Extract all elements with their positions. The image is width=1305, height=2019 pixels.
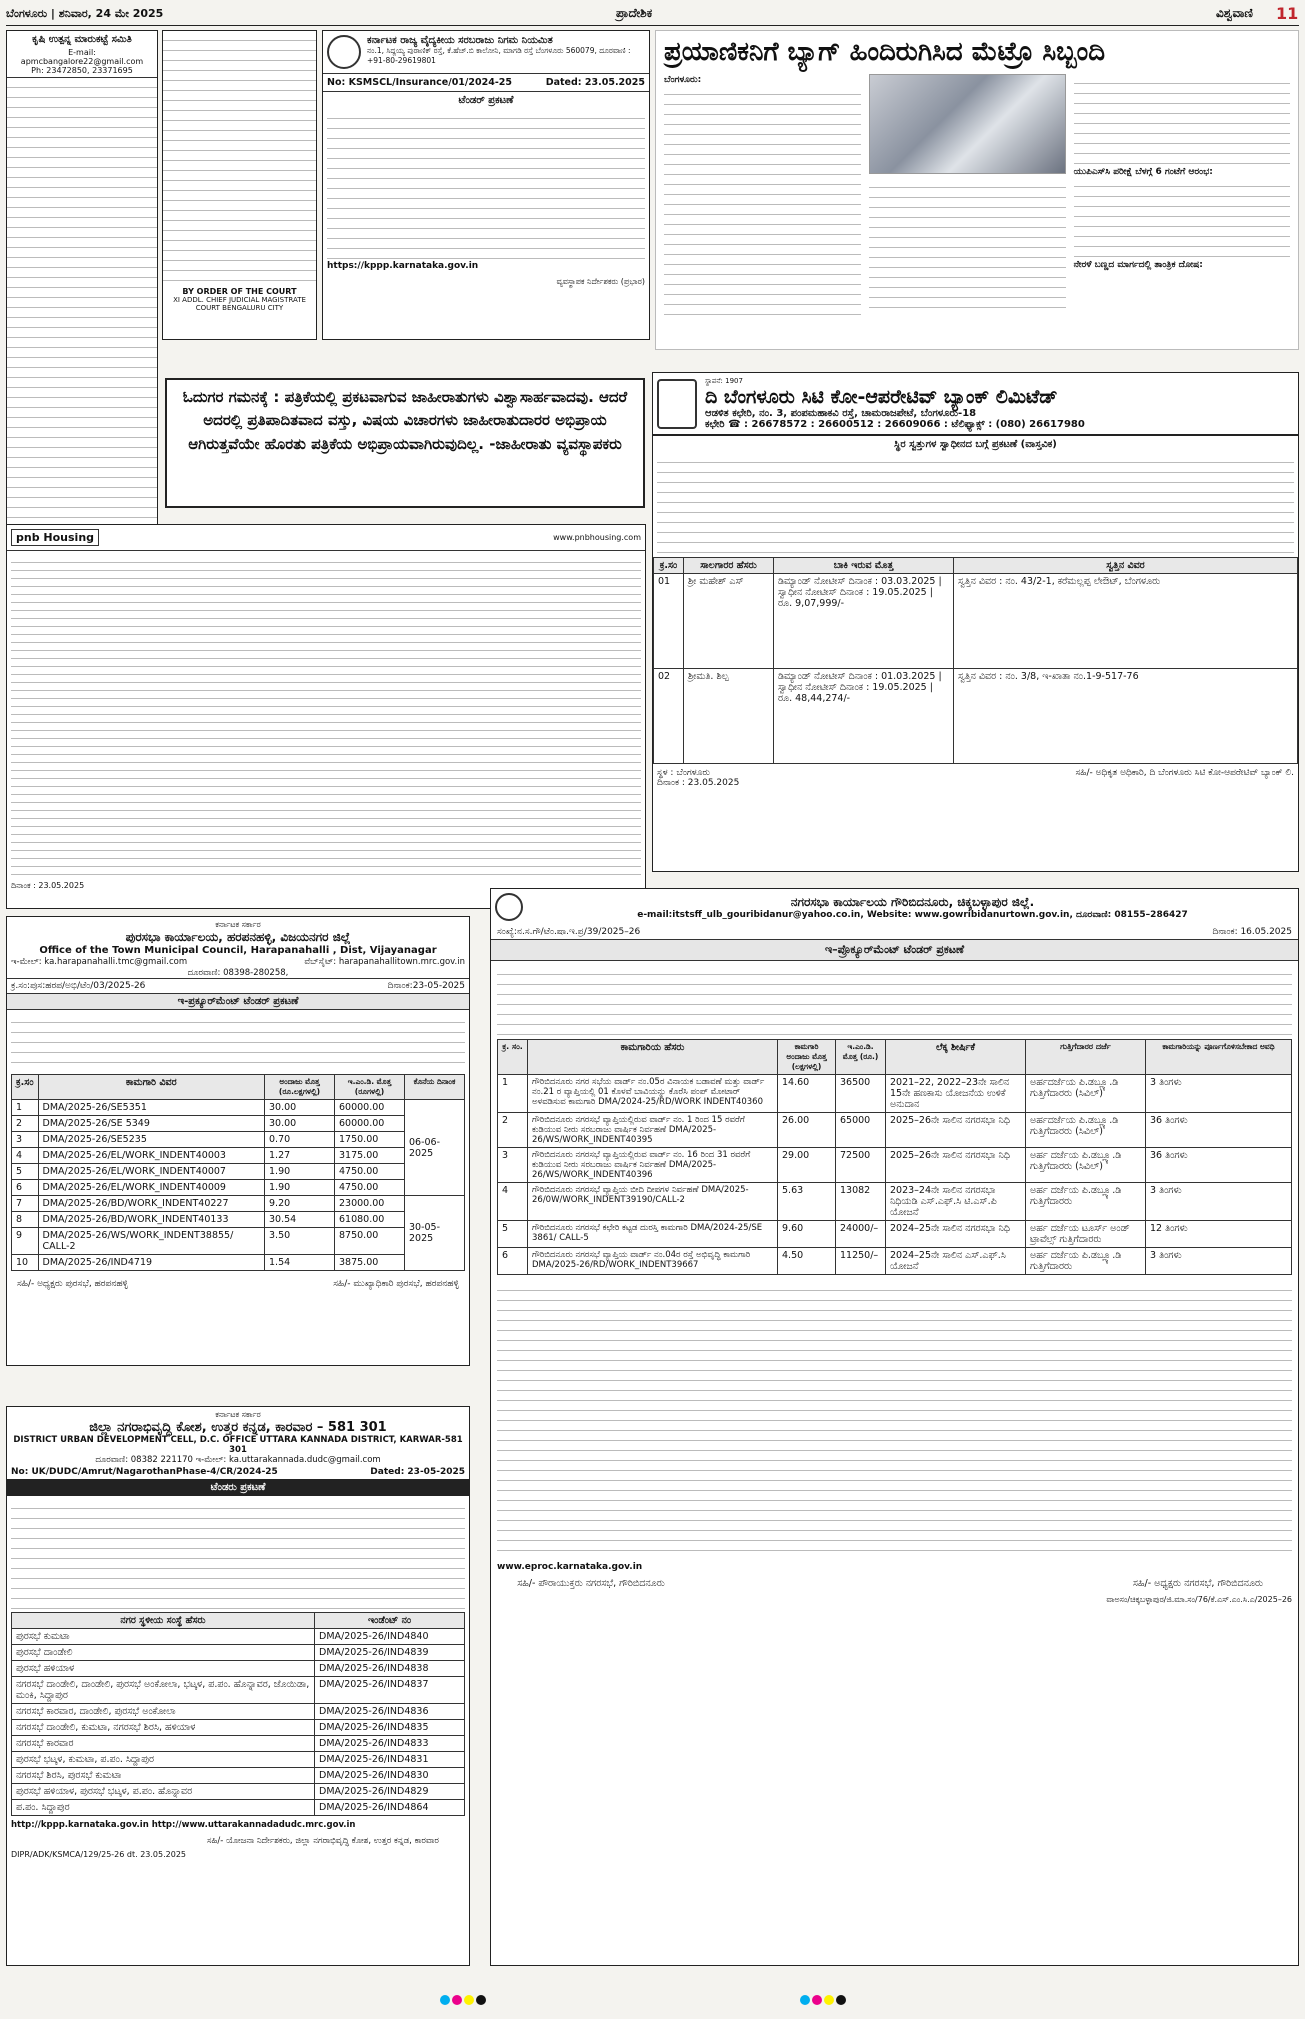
- gb-cell-est: 4.50: [778, 1248, 836, 1275]
- karwar-gov: ಕರ್ನಾಟಕ ಸರ್ಕಾರ: [215, 1410, 261, 1419]
- kw-cell-ulb: ಪುರಸಭೆ ಹಳಿಯಾಳ: [12, 1661, 315, 1677]
- bank-row-no: 02: [654, 669, 684, 764]
- hp-cell-emd: 3875.00: [335, 1255, 405, 1271]
- hp-cell-est: 9.20: [265, 1196, 335, 1212]
- table-row: [12, 1100, 465, 1116]
- bank-col-prop: ಸ್ವತ್ತಿನ ವಿವರ: [954, 558, 1298, 574]
- ksmscl-org: ಕರ್ನಾಟಕ ರಾಜ್ಯ ವೈದ್ಯಕೀಯ ಸರಬರಾಜು ನಿಗಮ ನಿಯಮಿತ: [367, 35, 553, 46]
- readers-notice-text: ಓದುಗರ ಗಮನಕ್ಕೆ : ಪತ್ರಿಕೆಯಲ್ಲಿ ಪ್ರಕಟವಾಗುವ ಜಾಹೀರಾತುಗಳು ವಿಶ್ವಾಸಾರ್ಹವಾದವು. ಆದರೆ ಅದರಲ್ಲಿ ಪ್ರತಿಪಾದಿತವಾದ ವಸ್ತು, ವಿಷಯ ವಿಚಾರಗಳು ಜಾಹೀರಾತುದಾರರ ಅಭಿಪ್ರಾಯ ಆಗಿರುತ್ತವೆಯೇ ಹೊರತು ಪತ್ರಿಕೆಯ ಅಭಿಪ್ರಾಯವಾಗಿರುವುದಿಲ್ಲ. -ಜಾಹೀರಾತು ವ್ಯವಸ್ಥಾಪಕರು: [182, 388, 628, 453]
- table-row: [12, 1661, 465, 1677]
- pnb-footer: ದಿನಾಂಕ : 23.05.2025: [11, 881, 85, 890]
- hp-cell-lastdate: 06-06-2025: [405, 1100, 465, 1196]
- metro-story: [655, 30, 1299, 350]
- gb-col-est: ಕಾಮಗಾರಿ ಅಂದಾಜು ಮೊತ್ತ (ಲಕ್ಷಗಳಲ್ಲಿ): [778, 1040, 836, 1075]
- bank-phone: ಕಛೇರಿ ☎ : 26678572 : 26600512 : 26609066 : ಟೆಲಿಫ್ಯಾಕ್ಸ್ : (080) 26617980: [705, 419, 1085, 430]
- hp-cell-no: 5: [12, 1164, 39, 1180]
- gb-cell-period: 3 ತಿಂಗಳು: [1146, 1183, 1292, 1221]
- masthead-section: ಪ್ರಾದೇಶಿಕ: [616, 6, 653, 20]
- table-row: [12, 1645, 465, 1661]
- apmc-notice: [6, 30, 158, 530]
- harapanahalli-table: [11, 1074, 465, 1271]
- table-row: [12, 1228, 465, 1255]
- gb-cell-emd: 24000/–: [836, 1221, 886, 1248]
- kw-cell-ulb: ಪುರಸಭೆ ಕುಮಟಾ: [12, 1629, 315, 1645]
- gb-cell-head: 2021–22, 2022–23ನೇ ಸಾಲಿನ 15ನೇ ಹಣಕಾಸು ಯೋಜನೆಯ ಉಳಿಕೆ ಅನುದಾನ: [886, 1075, 1026, 1113]
- bank-row-amt: ಡಿಮ್ಯಾಂಡ್ ನೋಟೀಸ್ ದಿನಾಂಕ : 01.03.2025 | ಸ್ವಾಧೀನ ನೋಟೀಸ್ ದಿನಾಂಕ : 19.05.2025 | ರೂ. 48,44,274/-: [774, 669, 954, 764]
- hp-cell-est: 1.27: [265, 1148, 335, 1164]
- kw-cell-indent: DMA/2025-26/IND4829: [315, 1784, 465, 1800]
- harapanahalli-body: [11, 1013, 465, 1071]
- table-row: [12, 1768, 465, 1784]
- bank-col-amt: ಬಾಕಿ ಇರುವ ಮೊತ್ತ: [774, 558, 954, 574]
- gb-cell-no: 5: [498, 1221, 528, 1248]
- hp-cell-work: DMA/2025-26/EL/WORK_INDENT40009: [38, 1180, 264, 1196]
- karwar-body: [11, 1499, 465, 1609]
- bank-logo-icon: [657, 379, 697, 429]
- kw-cell-ulb: ಪುರಸಭೆ ಹಳಿಯಾಳ, ಪುರಸಭೆ ಭಟ್ಕಳ, ಪ.ಪಂ. ಹೊನ್ನಾವರ: [12, 1784, 315, 1800]
- hp-cell-no: 10: [12, 1255, 39, 1271]
- table-row: [12, 1164, 465, 1180]
- table-row: [498, 1113, 1292, 1148]
- gauribidanur-sign-right: ಸಹಿ/- ಅಧ್ಯಕ್ಷರು ನಗರಸಭೆ, ಗೌರಿಬಿದನೂರು: [1132, 1578, 1264, 1589]
- kw-cell-ulb: ಪ.ಪಂ. ಸಿದ್ದಾಪುರ: [12, 1800, 315, 1816]
- hp-cell-emd: 8750.00: [335, 1228, 405, 1255]
- apmc-title: ಕೃಷಿ ಉತ್ಪನ್ನ ಮಾರುಕಟ್ಟೆ ಸಮಿತಿ: [32, 34, 132, 45]
- gauribidanur-tender: [490, 888, 1299, 1966]
- pnb-body: [11, 555, 641, 875]
- table-row: [12, 1800, 465, 1816]
- hp-cell-est: 0.70: [265, 1132, 335, 1148]
- karwar-title-en: DISTRICT URBAN DEVELOPMENT CELL, D.C. OFFICE UTTARA KANNADA DISTRICT, KARWAR-581 301: [13, 1435, 463, 1455]
- gauribidanur-ref: ಸಂಖ್ಯೆ:ನ.ಸ.ಗೌ/ಟೆಂ.ಷಾ.ಇ.ಪ್ರ/39/2025–26: [497, 927, 641, 937]
- print-registration-marks-right: [800, 1995, 848, 2008]
- kw-cell-indent: DMA/2025-26/IND4838: [315, 1661, 465, 1677]
- karwar-links[interactable]: http://kppp.karnataka.gov.in http://www.uttarakannadadudc.mrc.gov.in: [11, 1820, 356, 1830]
- harapanahalli-sign-right: ಸಹಿ/- ಮುಖ್ಯಾಧಿಕಾರಿ ಪುರಸಭೆ, ಹರಪನಹಳ್ಳಿ: [333, 1279, 459, 1289]
- hp-cell-no: 3: [12, 1132, 39, 1148]
- bank-row-prop: ಸ್ವತ್ತಿನ ವಿವರ : ನಂ. 43/2-1, ಕರೆಮಲ್ಲಪ್ಪ ಲೇಔಟ್, ಬೆಂಗಳೂರು: [954, 574, 1298, 669]
- harapanahalli-phone: ದೂರವಾಣಿ: 08398-280258,: [187, 968, 289, 978]
- bank-date: ದಿನಾಂಕ : 23.05.2025: [657, 778, 740, 788]
- kw-cell-indent: DMA/2025-26/IND4836: [315, 1704, 465, 1720]
- gauribidanur-conditions: [497, 1281, 1292, 1556]
- ksmscl-addr: ನಂ.1, ಸಿದ್ದಯ್ಯ ಪುರಾಣಿಕ್ ರಸ್ತೆ, ಕೆ.ಹೆಚ್.ಬಿ ಕಾಲೋನಿ, ಮಾಗಡಿ ರಸ್ತೆ ಬೆಂಗಳೂರು 560079, ದೂರವಾಣಿ : +91-80-29619801: [367, 46, 631, 65]
- metro-col3: [1074, 74, 1290, 164]
- gb-cell-head: 2024–25ನೇ ಸಾಲಿನ ನಗರಸಭಾ ನಿಧಿ: [886, 1221, 1026, 1248]
- harapanahalli-gov: ಕರ್ನಾಟಕ ಸರ್ಕಾರ: [215, 920, 261, 929]
- apmc-email: E-mail: apmcbangalore22@gmail.com: [20, 48, 144, 66]
- harapanahalli-web: ವೆಬ್‌ಸೈಟ್: harapanahallitown.mrc.gov.in: [304, 957, 465, 967]
- karwar-phone: ದೂರವಾಣಿ: 08382 221170 ಇ-ಮೇಲ್: ka.uttarakannada.dudc@gmail.com: [95, 1455, 381, 1465]
- harapanahalli-ref: ಕ್ರ.ಸಂ:ಪುಸ:ಹರಪ/ಅಭಿ/ಟೆಂ/03/2025-26: [11, 981, 146, 991]
- hp-cell-work: DMA/2025-26/SE5351: [38, 1100, 264, 1116]
- masthead: [6, 4, 1299, 26]
- table-row: [498, 1248, 1292, 1275]
- bank-row-name: ಶ್ರೀಮತಿ. ಶಿಲ್ಪ: [684, 669, 774, 764]
- gb-cell-work: ಗೌರಿಬಿದನೂರು ನಗರ ಸಭೆಯ ವಾರ್ಡ್ ನಂ.05ರ ವಿನಾಯಕ ಬಡಾವಣೆ ಮತ್ತು ವಾರ್ಡ್ ನಂ.21 ರ ವ್ಯಾಪ್ತಿಯಲ್ಲಿ 01 ಕೊಳವೆ ಬಾವಿಯನ್ನು ಕೊರೆಸಿ ಪಂಪ್ ಮೋಟಾರ್ ಅಳವಡಿಸುವ ಕಾಮಗಾರಿ DMA/2024-25/RD/WORK INDENT40360: [528, 1075, 778, 1113]
- table-row: [654, 669, 1298, 764]
- court-notice: [162, 30, 317, 340]
- gb-cell-emd: 36500: [836, 1075, 886, 1113]
- hp-cell-est: 1.90: [265, 1180, 335, 1196]
- hp-cell-work: DMA/2025-26/SE 5349: [38, 1116, 264, 1132]
- hp-cell-est: 3.50: [265, 1228, 335, 1255]
- gauribidanur-table: [497, 1039, 1292, 1275]
- gb-cell-no: 4: [498, 1183, 528, 1221]
- ksmscl-notice-title: ಟೆಂಡರ್ ಪ್ರಕಟಣೆ: [458, 95, 514, 106]
- gb-cell-est: 5.63: [778, 1183, 836, 1221]
- gb-cell-class: ಅರ್ಹ ದರ್ಜೆಯ ಪಿ.ಡಬ್ಲ್ಯೂ.ಡಿ ಗುತ್ತಿಗೆದಾರರು (ಸಿವಿಲ್): [1026, 1148, 1146, 1183]
- gb-cell-emd: 13082: [836, 1183, 886, 1221]
- gb-cell-est: 29.00: [778, 1148, 836, 1183]
- kw-cell-ulb: ನಗರಸಭೆ ದಾಂಡೇಲಿ, ಕುಮಟಾ, ನಗರಸಭೆ ಶಿರಸಿ, ಹಳಿಯಾಳ: [12, 1720, 315, 1736]
- kw-cell-indent: DMA/2025-26/IND4830: [315, 1768, 465, 1784]
- bank-col-name: ಸಾಲಗಾರರ ಹೆಸರು: [684, 558, 774, 574]
- gb-cell-emd: 11250/–: [836, 1248, 886, 1275]
- bank-notice: [652, 372, 1299, 872]
- bank-body: [657, 453, 1294, 553]
- bank-row-prop: ಸ್ವತ್ತಿನ ವಿವರ : ನಂ. 3/8, ಇ-ಖಾತಾ ನಂ.1-9-517-76: [954, 669, 1298, 764]
- table-row: [12, 1180, 465, 1196]
- karwar-ref: No: UK/DUDC/Amrut/NagarothanPhase-4/CR/2024-25: [11, 1467, 278, 1477]
- gb-col-period: ಕಾಮಗಾರಿಯನ್ನು ಪೂರ್ಣಗೊಳಿಸಬೇಕಾದ ಅವಧಿ: [1146, 1040, 1292, 1075]
- hp-cell-emd: 23000.00: [335, 1196, 405, 1212]
- table-row: [12, 1255, 465, 1271]
- hp-cell-est: 30.00: [265, 1100, 335, 1116]
- gauribidanur-footer: ವಾಅಸಂ/ಚಿಕ್ಕಬಳ್ಳಾಪುರ/ಜಿ.ಮಾ.ಸಂ/76/ಕೆ.ಎಸ್.ಎಂ.ಸಿ.ಎ/2025–26: [1106, 1595, 1292, 1604]
- bank-notice-title: ಸ್ಥಿರ ಸ್ವತ್ತುಗಳ ಸ್ವಾಧೀನದ ಬಗ್ಗೆ ಪ್ರಕಟಣೆ (ವಾಸ್ತವಿಕ): [894, 439, 1057, 450]
- hp-cell-work: DMA/2025-26/IND4719: [38, 1255, 264, 1271]
- hp-col-work: ಕಾಮಗಾರಿ ವಿವರ: [38, 1075, 264, 1100]
- kw-cell-indent: DMA/2025-26/IND4840: [315, 1629, 465, 1645]
- gb-cell-class: ಅರ್ಹದರ್ಜೆಯ ಪಿ.ಡಬ್ಲ್ಯೂ.ಡಿ ಗುತ್ತಿಗೆದಾರರು (ಸಿವಿಲ್): [1026, 1113, 1146, 1148]
- gb-cell-period: 36 ತಿಂಗಳು: [1146, 1113, 1292, 1148]
- hp-cell-emd: 4750.00: [335, 1180, 405, 1196]
- karwar-notice-title: ಟೆಂಡರು ಪ್ರಕಟಣೆ: [7, 1479, 469, 1496]
- kw-col-ulb: ನಗರ ಸ್ಥಳೀಯ ಸಂಸ್ಥೆ ಹೆಸರು: [12, 1613, 315, 1629]
- kw-cell-indent: DMA/2025-26/IND4835: [315, 1720, 465, 1736]
- masthead-left: ಬೆಂಗಳೂರು | ಶನಿವಾರ, 24 ಮೇ 2025: [6, 7, 164, 20]
- hp-cell-work: DMA/2025-26/SE5235: [38, 1132, 264, 1148]
- hp-cell-emd: 3175.00: [335, 1148, 405, 1164]
- kw-cell-ulb: ನಗರಸಭೆ ದಾಂಡೇಲಿ, ದಾಂಡೇಲಿ, ಪುರಸಭೆ ಅಂಕೋಲಾ, ಭಟ್ಕಳ, ಪ.ಪಂ. ಹೊನ್ನಾವರ, ಜೊಯಿಡಾ, ಮಂಕಿ, ಸಿದ್ದಾಪುರ: [12, 1677, 315, 1704]
- karwar-tender: [6, 1406, 470, 1966]
- hp-cell-work: DMA/2025-26/BD/WORK_INDENT40133: [38, 1212, 264, 1228]
- karwar-footer: DIPR/ADK/KSMCA/129/25-26 dt. 23.05.2025: [11, 1850, 187, 1859]
- bank-place: ಸ್ಥಳ : ಬೆಂಗಳೂರು: [657, 768, 710, 778]
- kw-cell-ulb: ನಗರಸಭೆ ಕಾರವಾರ, ದಾಂಡೇಲಿ, ಪುರಸಭೆ ಅಂಕೋಲಾ: [12, 1704, 315, 1720]
- hp-col-est: ಅಂದಾಜು ಮೊತ್ತ (ರೂ.ಲಕ್ಷಗಳಲ್ಲಿ): [265, 1075, 335, 1100]
- gb-col-work: ಕಾಮಗಾರಿಯ ಹೆಸರು: [528, 1040, 778, 1075]
- hp-cell-lastdate: 30-05-2025: [405, 1196, 465, 1271]
- harapanahalli-sign-left: ಸಹಿ/- ಅಧ್ಯಕ್ಷರು ಪುರಸಭೆ, ಹರಪನಹಳ್ಳಿ: [17, 1279, 129, 1289]
- gb-cell-work: ಗೌರಿಬಿದನೂರು ನಗರಸಭೆ ವ್ಯಾಪ್ತಿಯಲ್ಲಿರುವ ವಾರ್ಡ್ ನಂ. 16 ರಿಂದ 31 ರವರೆಗೆ ಕುಡಿಯುವ ನೀರು ಸರಬರಾಜು ವಾರ್ಷಿಕ ನಿರ್ವಹಣೆ DMA/2025-26/WS/WORK_INDENT40396: [528, 1148, 778, 1183]
- table-row: [12, 1677, 465, 1704]
- metro-col3b: [1074, 177, 1290, 257]
- gb-cell-period: 3 ತಿಂಗಳು: [1146, 1075, 1292, 1113]
- gb-cell-class: ಅರ್ಹ ದರ್ಜೆಯ ಟೂರ್ಸ್ ಅಂಡ್ ಟ್ರಾವೆಲ್ಸ್ ಗುತ್ತಿಗೆದಾರರು: [1026, 1221, 1146, 1248]
- bank-col-no: ಕ್ರ.ಸಂ: [654, 558, 684, 574]
- gauribidanur-emblem-icon: [495, 893, 523, 921]
- court-body: [163, 31, 316, 281]
- apmc-phone: Ph: 23472850, 23371695: [7, 66, 157, 78]
- hp-cell-emd: 4750.00: [335, 1164, 405, 1180]
- table-row: [498, 1075, 1292, 1113]
- table-row: [12, 1629, 465, 1645]
- gb-cell-class: ಅರ್ಹ ದರ್ಜೆಯ ಪಿ.ಡಬ್ಲ್ಯೂ.ಡಿ ಗುತ್ತಿಗೆದಾರರು: [1026, 1248, 1146, 1275]
- bank-row-name: ಶ್ರೀ ಮಹೇಶ್ ಎಸ್: [684, 574, 774, 669]
- gauribidanur-intro: [497, 965, 1292, 1035]
- metro-headline: ಪ್ರಯಾಣಿಕನಿಗೆ ಬ್ಯಾಗ್ ಹಿಂದಿರುಗಿಸಿದ ಮೆಟ್ರೊ ಸಿಬ್ಬಂದಿ: [664, 37, 1106, 67]
- pnb-notice: [6, 524, 646, 909]
- hp-cell-emd: 60000.00: [335, 1116, 405, 1132]
- hp-cell-work: DMA/2025-26/BD/WORK_INDENT40227: [38, 1196, 264, 1212]
- table-row: [12, 1720, 465, 1736]
- kw-cell-ulb: ನಗರಸಭೆ ಶಿರಸಿ, ಪುರಸಭೆ ಕುಮಟಾ: [12, 1768, 315, 1784]
- bank-since: ಸ್ಥಾಪನೆ: 1907: [705, 377, 743, 385]
- ksmscl-body: [327, 109, 645, 259]
- kw-cell-indent: DMA/2025-26/IND4833: [315, 1736, 465, 1752]
- gb-cell-head: 2024–25ನೇ ಸಾಲಿನ ಎಸ್.ಎಫ್.ಸಿ ಯೋಜನೆ: [886, 1248, 1026, 1275]
- gb-cell-work: ಗೌರಿಬಿದನೂರು ನಗರಸಭೆ ಕಛೇರಿ ಕಟ್ಟಡ ದುರಸ್ತಿ ಕಾಮಗಾರಿ DMA/2024-25/SE 3861/ CALL-5: [528, 1221, 778, 1248]
- metro-subhead-purple: ನೇರಳೆ ಬಣ್ಣದ ಮಾರ್ಗದಲ್ಲಿ ತಾಂತ್ರಿಕ ದೋಷ:: [1073, 260, 1203, 271]
- gb-col-class: ಗುತ್ತಿಗೆದಾರರ ದರ್ಜೆ: [1026, 1040, 1146, 1075]
- hp-cell-work: DMA/2025-26/EL/WORK_INDENT40003: [38, 1148, 264, 1164]
- gb-cell-work: ಗೌರಿಬಿದನೂರು ನಗರಸಭೆ ವ್ಯಾಪ್ತಿಯ ವಾರ್ಡ್ ನಂ.04ರ ರಸ್ತೆ ಅಭಿವೃದ್ಧಿ ಕಾಮಗಾರಿ DMA/2025-26/RD/WORK_INDENT39667: [528, 1248, 778, 1275]
- harapanahalli-tender: [6, 916, 470, 1366]
- court-order-title: BY ORDER OF THE COURT: [182, 287, 297, 296]
- gb-cell-emd: 72500: [836, 1148, 886, 1183]
- kw-col-indent: ಇಂಡೆಂಟ್ ನಂ: [315, 1613, 465, 1629]
- gb-cell-work: ಗೌರಿಬಿದನೂರು ನಗರಸಭೆ ವ್ಯಾಪ್ತಿಯಲ್ಲಿರುವ ವಾರ್ಡ್ ನಂ. 1 ರಿಂದ 15 ರವರೆಗೆ ಕುಡಿಯುವ ನೀರು ಸರಬರಾಜು ವಾರ್ಷಿಕ ನಿರ್ವಹಣೆ DMA/2025-26/WS/WORK_INDENT40395: [528, 1113, 778, 1148]
- kw-cell-ulb: ಪುರಸಭೆ ದಾಂಡೇಲಿ: [12, 1645, 315, 1661]
- gb-cell-no: 2: [498, 1113, 528, 1148]
- hp-cell-work: DMA/2025-26/EL/WORK_INDENT40007: [38, 1164, 264, 1180]
- table-row: [654, 574, 1298, 669]
- table-row: [12, 1148, 465, 1164]
- karwar-dated: Dated: 23-05-2025: [370, 1467, 465, 1477]
- print-registration-marks: [440, 1995, 488, 2008]
- hp-cell-emd: 61080.00: [335, 1212, 405, 1228]
- gb-cell-no: 6: [498, 1248, 528, 1275]
- kw-cell-indent: DMA/2025-26/IND4831: [315, 1752, 465, 1768]
- metro-col2: [869, 178, 1066, 308]
- karwar-title-kn: ಜಿಲ್ಲಾ ನಗರಾಭಿವೃದ್ಧಿ ಕೋಶ, ಉತ್ತರ ಕನ್ನಡ, ಕಾರವಾರ – 581 301: [89, 1420, 387, 1435]
- bank-addr: ಆಡಳಿತ ಕಛೇರಿ, ನಂ. 3, ಪಂಪಮಹಾಕವಿ ರಸ್ತೆ, ಚಾಮರಾಜಪೇಟೆ, ಬೆಂಗಳೂರು-18: [705, 408, 977, 419]
- hp-cell-est: 30.54: [265, 1212, 335, 1228]
- gb-cell-period: 12 ತಿಂಗಳು: [1146, 1221, 1292, 1248]
- gb-cell-est: 26.00: [778, 1113, 836, 1148]
- hp-col-emd: ಇ.ಎಂ.ಡಿ. ಮೊತ್ತ (ರೂಗಳಲ್ಲಿ): [335, 1075, 405, 1100]
- bank-sign: ಸಹಿ/- ಅಧಿಕೃತ ಅಧಿಕಾರಿ, ದಿ ಬೆಂಗಳೂರು ಸಿಟಿ ಕೋ-ಆಪರೇಟಿವ್ ಬ್ಯಾಂಕ್ ಲಿ.: [1075, 768, 1294, 778]
- table-row: [12, 1196, 465, 1212]
- hp-cell-emd: 60000.00: [335, 1100, 405, 1116]
- metro-col1: [664, 85, 861, 315]
- hp-cell-no: 1: [12, 1100, 39, 1116]
- karnataka-emblem-icon: [327, 35, 361, 69]
- pnb-site[interactable]: www.pnbhousing.com: [553, 533, 641, 542]
- hp-cell-no: 2: [12, 1116, 39, 1132]
- gb-cell-class: ಅರ್ಹ ದರ್ಜೆಯ ಪಿ.ಡಬ್ಲ್ಯೂ.ಡಿ ಗುತ್ತಿಗೆದಾರರು: [1026, 1183, 1146, 1221]
- hp-cell-est: 1.90: [265, 1164, 335, 1180]
- kw-cell-indent: DMA/2025-26/IND4837: [315, 1677, 465, 1704]
- hp-cell-no: 9: [12, 1228, 39, 1255]
- table-row: [498, 1221, 1292, 1248]
- hp-cell-est: 30.00: [265, 1116, 335, 1132]
- hp-cell-no: 8: [12, 1212, 39, 1228]
- hp-col-last: ಕೊನೆಯ ದಿನಾಂಕ: [405, 1075, 465, 1100]
- bank-table: [653, 557, 1298, 764]
- table-row: [12, 1784, 465, 1800]
- hp-cell-work: DMA/2025-26/WS/WORK_INDENT38855/ CALL-2: [38, 1228, 264, 1255]
- kw-cell-ulb: ನಗರಸಭೆ ಕಾರವಾರ: [12, 1736, 315, 1752]
- kw-cell-indent: DMA/2025-26/IND4864: [315, 1800, 465, 1816]
- ksmscl-date: Dated: 23.05.2025: [545, 77, 645, 88]
- gb-cell-no: 1: [498, 1075, 528, 1113]
- table-row: [498, 1183, 1292, 1221]
- bank-row-amt: ಡಿಮ್ಯಾಂಡ್ ನೋಟೀಸ್ ದಿನಾಂಕ : 03.03.2025 | ಸ್ವಾಧೀನ ನೋಟೀಸ್ ದಿನಾಂಕ : 19.05.2025 | ರೂ. 9,07,999/-: [774, 574, 954, 669]
- gauribidanur-contact: e-mail:itstsff_ulb_gouribidanur@yahoo.co.in, Website: www.gowribidanurtown.gov.in, ದೂರವಾಣಿ: 08155–286427: [637, 909, 1188, 920]
- table-row: [12, 1704, 465, 1720]
- gauribidanur-site[interactable]: www.eproc.karnataka.gov.in: [497, 1562, 643, 1572]
- gb-col-head: ಲೆಕ್ಕ ಶೀರ್ಷಿಕೆ: [886, 1040, 1026, 1075]
- harapanahalli-title-kn: ಪುರಸಭಾ ಕಾರ್ಯಾಲಯ, ಹರಪನಹಳ್ಳಿ, ವಿಜಯನಗರ ಜಿಲ್ಲೆ: [125, 930, 351, 944]
- metro-subhead-upsc: ಯುಪಿಎಸ್‌ಸಿ ಪರೀಕ್ಷೆ ಬೆಳಗ್ಗೆ 6 ಗಂಟೆಗೆ ಆರಂಭ:: [1073, 167, 1213, 178]
- ksmscl-tender: [322, 30, 650, 340]
- gb-col-emd: ಇ.ಎಂ.ಡಿ. ಮೊತ್ತ (ರೂ.): [836, 1040, 886, 1075]
- table-row: [12, 1132, 465, 1148]
- ksmscl-ref: No: KSMSCL/Insurance/01/2024-25: [327, 77, 512, 88]
- gb-cell-period: 36 ತಿಂಗಳು: [1146, 1148, 1292, 1183]
- gb-cell-no: 3: [498, 1148, 528, 1183]
- hp-cell-no: 6: [12, 1180, 39, 1196]
- gauribidanur-sign-left: ಸಹಿ/- ಪೌರಾಯುಕ್ತರು ನಗರಸಭೆ, ಗೌರಿಬಿದನೂರು: [517, 1578, 665, 1589]
- gb-col-no: ಕ್ರ. ಸಂ.: [498, 1040, 528, 1075]
- ksmscl-sign: ವ್ಯವಸ್ಥಾಪಕ ನಿರ್ದೇಶಕರು (ಪ್ರಭಾರ): [556, 277, 645, 286]
- apmc-body: [7, 78, 157, 518]
- table-row: [12, 1752, 465, 1768]
- metro-train-photo: [869, 74, 1066, 174]
- gb-cell-period: 3 ತಿಂಗಳು: [1146, 1248, 1292, 1275]
- bank-row-no: 01: [654, 574, 684, 669]
- hp-cell-no: 4: [12, 1148, 39, 1164]
- karwar-table: [11, 1612, 465, 1816]
- table-row: [12, 1116, 465, 1132]
- gb-cell-emd: 65000: [836, 1113, 886, 1148]
- pnb-brand: pnb Housing: [11, 529, 99, 546]
- hp-col-no: ಕ್ರ.ಸಂ: [12, 1075, 39, 1100]
- gauribidanur-date: ದಿನಾಂಕ: 16.05.2025: [1212, 927, 1292, 937]
- gb-cell-work: ಗೌರಿಬಿದನೂರು ನಗರಸಭೆ ವ್ಯಾಪ್ತಿಯ ಬೀದಿ ದೀಪಗಳ ನಿರ್ವಹಣೆ DMA/2025-26/0W/WORK_INDENT39190/CALL-2: [528, 1183, 778, 1221]
- gb-cell-class: ಅರ್ಹದರ್ಜೆಯ ಪಿ.ಡಬ್ಲ್ಯೂ.ಡಿ ಗುತ್ತಿಗೆದಾರರು (ಸಿವಿಲ್): [1026, 1075, 1146, 1113]
- bank-name: ದಿ ಬೆಂಗಳೂರು ಸಿಟಿ ಕೋ-ಆಪರೇಟಿವ್ ಬ್ಯಾಂಕ್ ಲಿಮಿಟೆಡ್: [705, 386, 1058, 408]
- kw-cell-ulb: ಪುರಸಭೆ ಭಟ್ಕಳ, ಕುಮಟಾ, ಪ.ಪಂ. ಸಿದ್ದಾಪುರ: [12, 1752, 315, 1768]
- harapanahalli-date: ದಿನಾಂಕ:23-05-2025: [387, 981, 465, 991]
- table-row: [498, 1148, 1292, 1183]
- gauribidanur-title: ನಗರಸಭಾ ಕಾರ್ಯಾಲಯ ಗೌರಿಬಿದನೂರು, ಚಿಕ್ಕಬಳ್ಳಾಪುರ ಜಿಲ್ಲೆ.: [790, 894, 1035, 909]
- page-number: 11: [1276, 4, 1299, 23]
- karwar-sign: ಸಹಿ/- ಯೋಜನಾ ನಿರ್ದೇಶಕರು, ಜಿಲ್ಲಾ ನಗರಾಭಿವೃದ್ಧಿ ಕೋಶ, ಉತ್ತರ ಕನ್ನಡ, ಕಾರವಾರ: [207, 1836, 439, 1846]
- metro-dateline: ಬೆಂಗಳೂರು:: [664, 75, 702, 86]
- table-row: [12, 1736, 465, 1752]
- harapanahalli-title-en: Office of the Town Municipal Council, Harapanahalli , Dist, Vijayanagar: [39, 945, 437, 956]
- gb-cell-est: 14.60: [778, 1075, 836, 1113]
- readers-notice: [165, 378, 645, 508]
- gb-cell-head: 2025–26ನೇ ಸಾಲಿನ ನಗರಸಭಾ ನಿಧಿ: [886, 1113, 1026, 1148]
- harapanahalli-email: ಇ-ಮೇಲ್: ka.harapanahalli.tmc@gmail.com: [11, 957, 188, 967]
- ksmscl-url[interactable]: https://kppp.karnataka.gov.in: [327, 261, 479, 271]
- hp-cell-emd: 1750.00: [335, 1132, 405, 1148]
- gb-cell-est: 9.60: [778, 1221, 836, 1248]
- harapanahalli-notice-title: ಇ-ಪ್ರಕ್ಯೂರ್‌ಮೆಂಟ್ ಟೆಂಡರ್ ಪ್ರಕಟಣೆ: [7, 993, 469, 1010]
- gb-cell-head: 2023–24ನೇ ಸಾಲಿನ ನಗರಸಭಾ ನಿಧಿಯಡಿ ಎಸ್.ಎಫ್.ಸಿ ಟಿ.ಎಸ್.ಪಿ ಯೋಜನೆ: [886, 1183, 1026, 1221]
- table-row: [12, 1212, 465, 1228]
- masthead-brand: ವಿಶ್ವವಾಣಿ: [1216, 6, 1253, 20]
- gauribidanur-notice-title: ಇ–ಪ್ರೊಕ್ಯೂರ್‌ಮೆಂಟ್ ಟೆಂಡರ್ ಪ್ರಕಟಣೆ: [491, 939, 1298, 961]
- kw-cell-indent: DMA/2025-26/IND4839: [315, 1645, 465, 1661]
- court-order-sub: XI ADDL. CHIEF JUDICIAL MAGISTRATE COURT BENGALURU CITY: [173, 296, 306, 312]
- gb-cell-head: 2025–26ನೇ ಸಾಲಿನ ನಗರಸಭಾ ನಿಧಿ: [886, 1148, 1026, 1183]
- hp-cell-no: 7: [12, 1196, 39, 1212]
- hp-cell-est: 1.54: [265, 1255, 335, 1271]
